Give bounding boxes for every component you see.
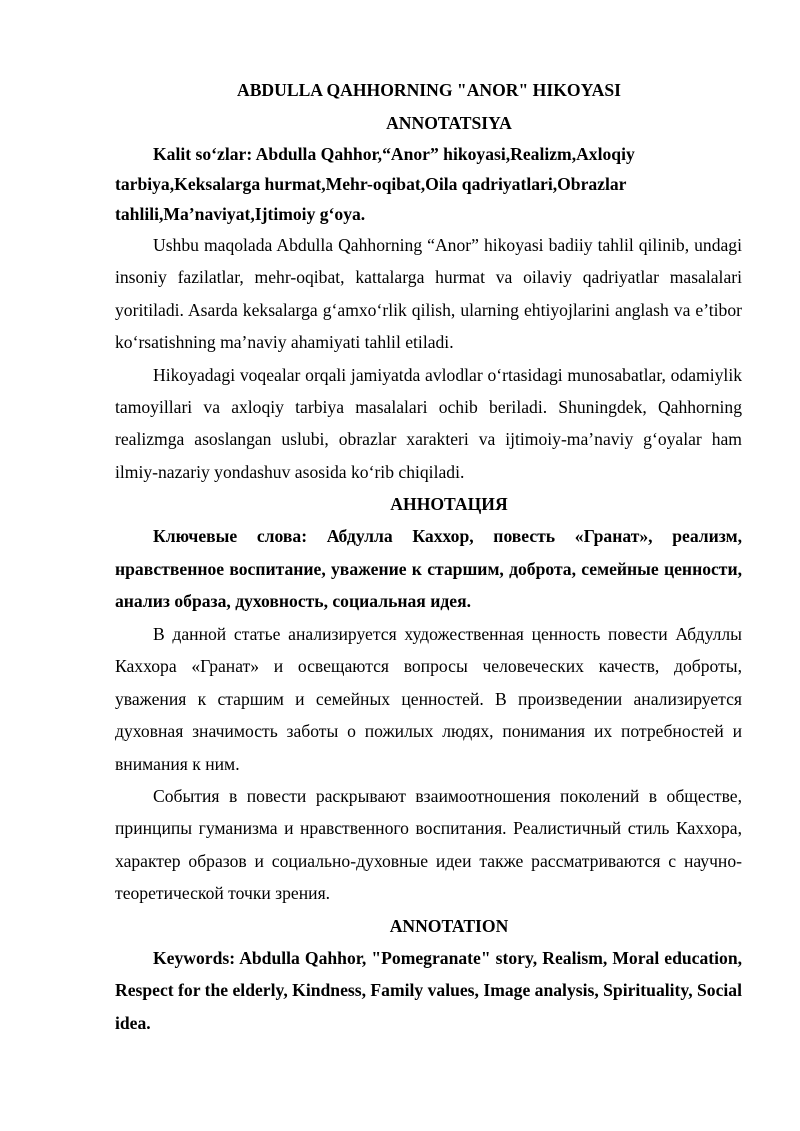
en-annotation-heading: ANNOTATION <box>389 915 509 936</box>
ru-keywords: Ключевые слова: Абдулла Каххор, повесть «Гранат», реализм, нравственное воспитание, уважение к старшим, доброта, семейные ценности, анализ образа, духовность, социальная идея. <box>115 526 742 612</box>
document-title: ABDULLA QAHHORNING "ANOR" HIKOYASI <box>236 80 621 100</box>
en-keywords: Keywords: Abdulla Qahhor, "Pomegranate" story, Realism, Moral education, Respect for the elderly, Kindness, Family values, Image analysis, Spirituality, Social idea. <box>115 947 742 1033</box>
uz-paragraph-2: Hikoyadagi voqealar orqali jamiyatda avlodlar o‘rtasidagi munosabatlar, odamiylik tamoyillari va axloqiy tarbiya masalalari ochib beriladi. Shuningdek, Qahhorning realizmga asoslangan uslubi, obrazlar xarakteri va ijtimoiy-ma’naviy g‘oyalar ham ilmiy-nazariy yondashuv asosida ko‘rib chiqiladi. <box>115 364 742 482</box>
uz-annotation-heading: ANNOTATSIYA <box>386 113 512 133</box>
ru-paragraph-1: В данной статье анализируется художественная ценность повести Абдуллы Каххора «Гранат» и освещаются вопросы человеческих качеств, доброты, уважения к старшим и семейных ценностей. В произведении анализируется духовная значимость заботы о пожилых людях, понимания их потребностей и внимания к ним. <box>115 624 742 774</box>
ru-annotation-heading: АННОТАЦИЯ <box>390 494 508 515</box>
uz-keywords <box>115 139 742 229</box>
document-page <box>115 74 742 1039</box>
uz-paragraph-1: Ushbu maqolada Abdulla Qahhorning “Anor” hikoyasi badiiy tahlil qilinib, undagi insoniy fazilatlar, mehr-oqibat, kattalarga hurmat va oilaviy qadriyatlar masalalari yoritiladi. Asarda keksalarga g‘amxo‘rlik qilish, ularning ehtiyojlarini anglash va e’tibor ko‘rsatishning ma’naviy ahamiyati tahlil etiladi. <box>115 235 742 353</box>
uz-keywords-line-2: tarbiya,Keksalarga hurmat,Mehr-oqibat,Oila qadriyatlari,Obrazlar <box>115 174 627 194</box>
ru-paragraph-2: События в повести раскрывают взаимоотношения поколений в обществе, принципы гуманизма и нравственного воспитания. Реалистичный стиль Каххора, характер образов и социально-духовные идеи также рассматриваются с научно-теоретической точки зрения. <box>115 786 742 904</box>
uz-keywords-line-1: Kalit so‘zlar: Abdulla Qahhor,“Anor” hikoyasi,Realizm,Axloqiy <box>153 144 635 164</box>
uz-keywords-line-3: tahlili,Ma’naviyat,Ijtimoiy g‘oya. <box>115 204 366 224</box>
